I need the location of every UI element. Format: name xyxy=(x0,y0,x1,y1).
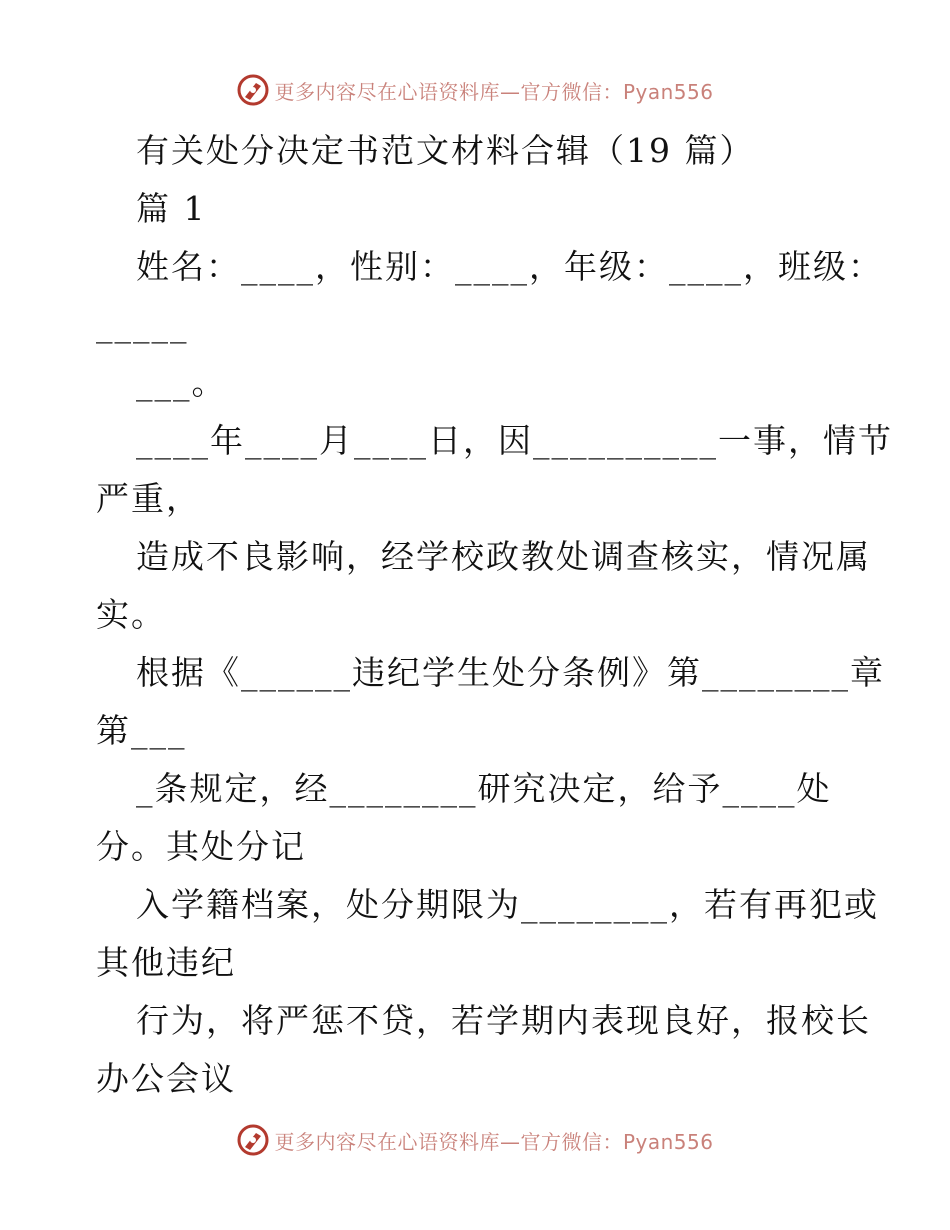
document-title: 有关处分决定书范文材料合辑（19 篇） xyxy=(136,131,755,170)
text-line: ___。 xyxy=(136,363,227,402)
text-line: _____ xyxy=(96,305,189,344)
text-line: 姓名：____，性别：____，年级：____，班级： xyxy=(136,247,883,286)
text-line: _条规定，经________研究决定，给予____处 xyxy=(136,769,832,808)
text-line: 分。其处分记 xyxy=(96,827,306,866)
text-line: 实。 xyxy=(96,595,166,634)
text-line: 第___ xyxy=(96,711,187,750)
text-line: 其他违纪 xyxy=(96,943,236,982)
watermark-text: 更多内容尽在心语资料库—官方微信：Pyan556 xyxy=(274,1129,714,1154)
document-body xyxy=(96,122,893,1108)
section-heading: 篇 1 xyxy=(136,189,207,228)
text-line: 造成不良影响，经学校政教处调查核实，情况属 xyxy=(136,537,871,576)
footer-watermark xyxy=(0,1120,950,1160)
text-line: 根据《______违纪学生处分条例》第________章 xyxy=(136,653,885,692)
text-line: 行为，将严惩不贷，若学期内表现良好，报校长 xyxy=(136,1001,871,1040)
header-watermark xyxy=(0,70,950,110)
logo-icon xyxy=(236,1123,270,1157)
text-line: 办公会议 xyxy=(96,1059,236,1098)
logo-icon xyxy=(236,73,270,107)
watermark-text: 更多内容尽在心语资料库—官方微信：Pyan556 xyxy=(274,79,714,104)
text-line: 严重， xyxy=(96,479,201,518)
text-line: ____年____月____日，因__________一事，情节 xyxy=(136,421,893,460)
text-line: 入学籍档案，处分期限为________，若有再犯或 xyxy=(136,885,879,924)
